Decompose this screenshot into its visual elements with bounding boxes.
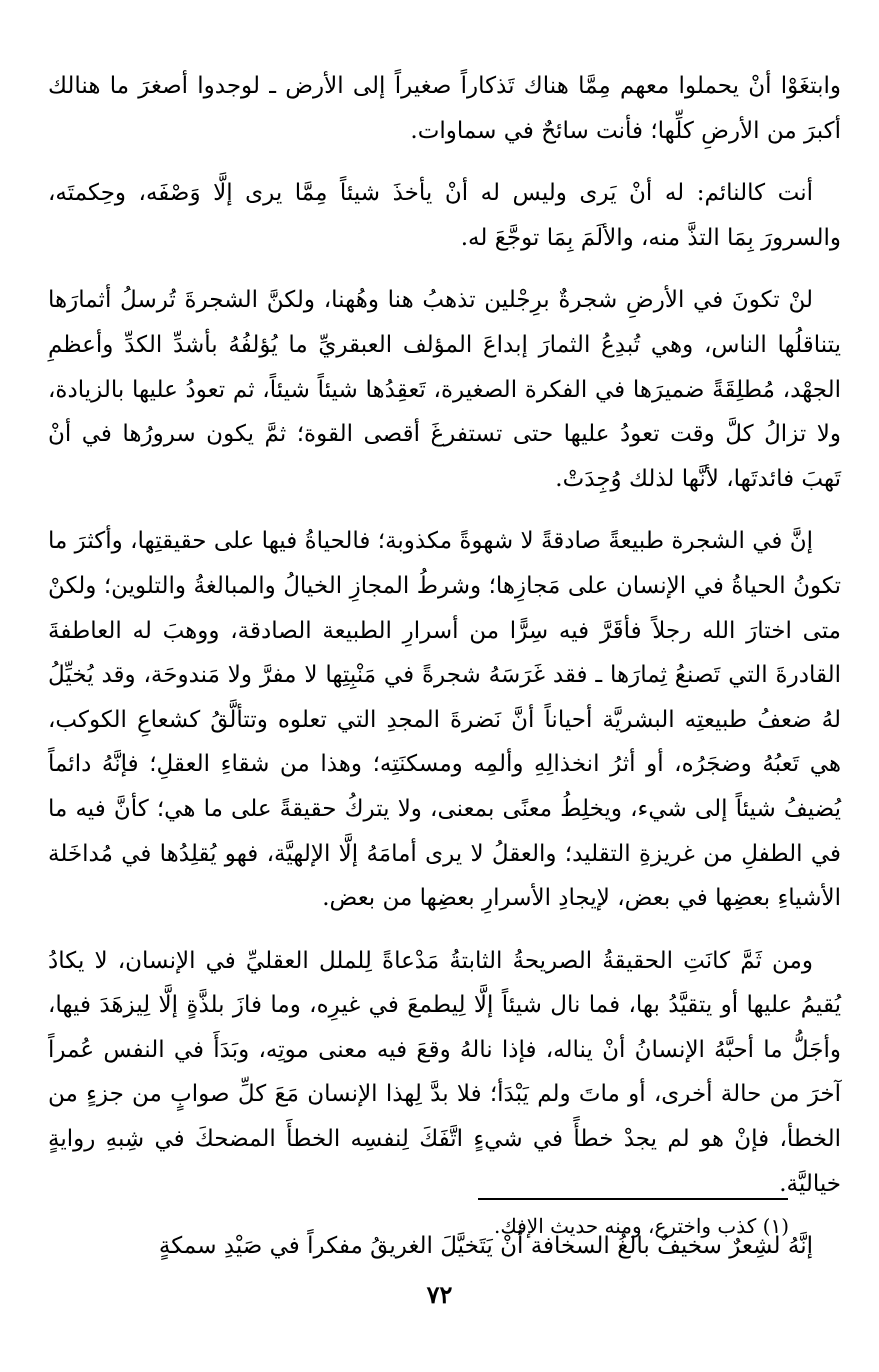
page-number: ٧٢ xyxy=(426,1280,453,1309)
paragraph-1: وابتغَوْا أنْ يحملوا معهم مِمَّا هناك تَذكاراً صغيراً إلى الأرض ـ لوجدوا أصغرَ ما هنالك أكبرَ من الأرضِ كلِّها؛ فأنت سائحٌ في سماوات. xyxy=(48,73,841,144)
paragraph-5: ومن ثَمَّ كانَتِ الحقيقةُ الصريحةُ الثابتةُ مَدْعاةً لِلملل العقليِّ في الإنسان، لا يكادُ يُقيمُ عليها أو يتقيَّدُ بها، فما نال شيئاً إلَّا لِيطمعَ في غيرِه، وما فازَ بلذَّةٍ إلَّا لِيزهَدَ فيها، وأجَلُّ ما أحبَّهُ الإنسانُ أنْ يناله، فإذا نالهُ وقعَ فيه معنى موتِه، وبَدَأَ في النفس عُمراً آخرَ من حالة أخرى، أو ماتَ ولم يَبْدَأ؛ فلا بدَّ لِهذا الإنسان مَعَ كلِّ صوابٍ من جزءٍ من الخطأ، فإنْ هو لم يجدْ خطأً في شيءٍ اتَّفَكَ لِنفسِه الخطأَ المضحكَ في شِبهِ روايةٍ خياليَّة. xyxy=(48,947,841,1197)
paragraph-3: لنْ تكونَ في الأرضِ شجرةٌ برِجْلين تذهبُ هنا وهُهنا، ولكنَّ الشجرةَ تُرسلُ أثمارَها يتناقلُها الناس، وهي تُبدِعُ الثمارَ إبداعَ المؤلف العبقريِّ ما يُؤلفُهُ بأشدِّ الكدِّ وأعظمِ الجهْد، مُطلِقَةً ضميرَها في الفكرة الصغيرة، تَعقِدُها شيئاً شيئاً، ثم تعودُ عليها بالزيادة، ولا تزالُ كلَّ وقت تعودُ عليها حتى تستفرغَ أقصى القوة؛ ثمَّ يكون سرورُها في أنْ تَهبَ فائدتَها، لأنَّها لذلك وُجِدَتْ. xyxy=(48,287,841,492)
paragraph-6: إنَّهُ لشِعرٌ سخيفٌ بالغُ السخافة أنْ يَتَخيَّلَ الغريقُ مفكراً في صَيْدِ سمكةٍ xyxy=(158,1233,813,1260)
paragraph-4: إنَّ في الشجرة طبيعةً صادقةً لا شهوةً مكذوبة؛ فالحياةُ فيها على حقيقتِها، وأكثرَ ما تكونُ الحياةُ في الإنسان على مَجازِها؛ وشرطُ المجازِ الخيالُ والمبالغةُ والتلوين؛ ولكنْ متى اختارَ الله رجلاً فأقَرَّ فيه سِرًّا من أسرارِ الطبيعة الصادقة، ووهبَ له العاطفةَ القادرةَ التي تَصنعُ ثِمارَها ـ فقد غَرَسَهُ شجرةً في مَنْبِتِها لا مفرَّ ولا مَندوحَة، وقد يُخيِّلُ لهُ ضعفُ طبيعتِه البشريَّة أحياناً أنَّ نَضرةَ المجدِ التي تعلوه وتتألَّقُ كشعاعِ الكوكب، هي تَعبُهُ وضجَرُه، أو أثرُ انخذالِهِ وألمِه ومسكنَتِه؛ وهذا من شقاءِ العقلِ؛ فإنَّهُ دائماً يُضيفُ شيئاً إلى شيء، ويخلِطُ معنًى بمعنى، ولا يتركُ حقيقةً على ما هي؛ كأنَّ فيه ما في الطفلِ من غريزةِ التقليد؛ والعقلُ لا يرى أمامَهُ إلَّا الإلهيَّة، فهو يُقلِدُها في مُداخَلة الأشياءِ بعضِها في بعض، لإيجادِ الأسرارِ بعضِها من بعض. xyxy=(48,528,841,912)
footnote: (١) كذب واخترع، ومنه حديث الإفك. xyxy=(494,1214,789,1238)
footnote-divider xyxy=(478,1198,788,1200)
paragraph-2: أنت كالنائم: له أنْ يَرى وليس له أنْ يأخذَ شيئاً مِمَّا يرى إلَّا وَصْفَه، وحِكمتَه، والسرورَ بِمَا التذَّ منه، والألَمَ بِمَا توجَّعَ له. xyxy=(48,180,841,251)
page-body xyxy=(48,64,841,1287)
